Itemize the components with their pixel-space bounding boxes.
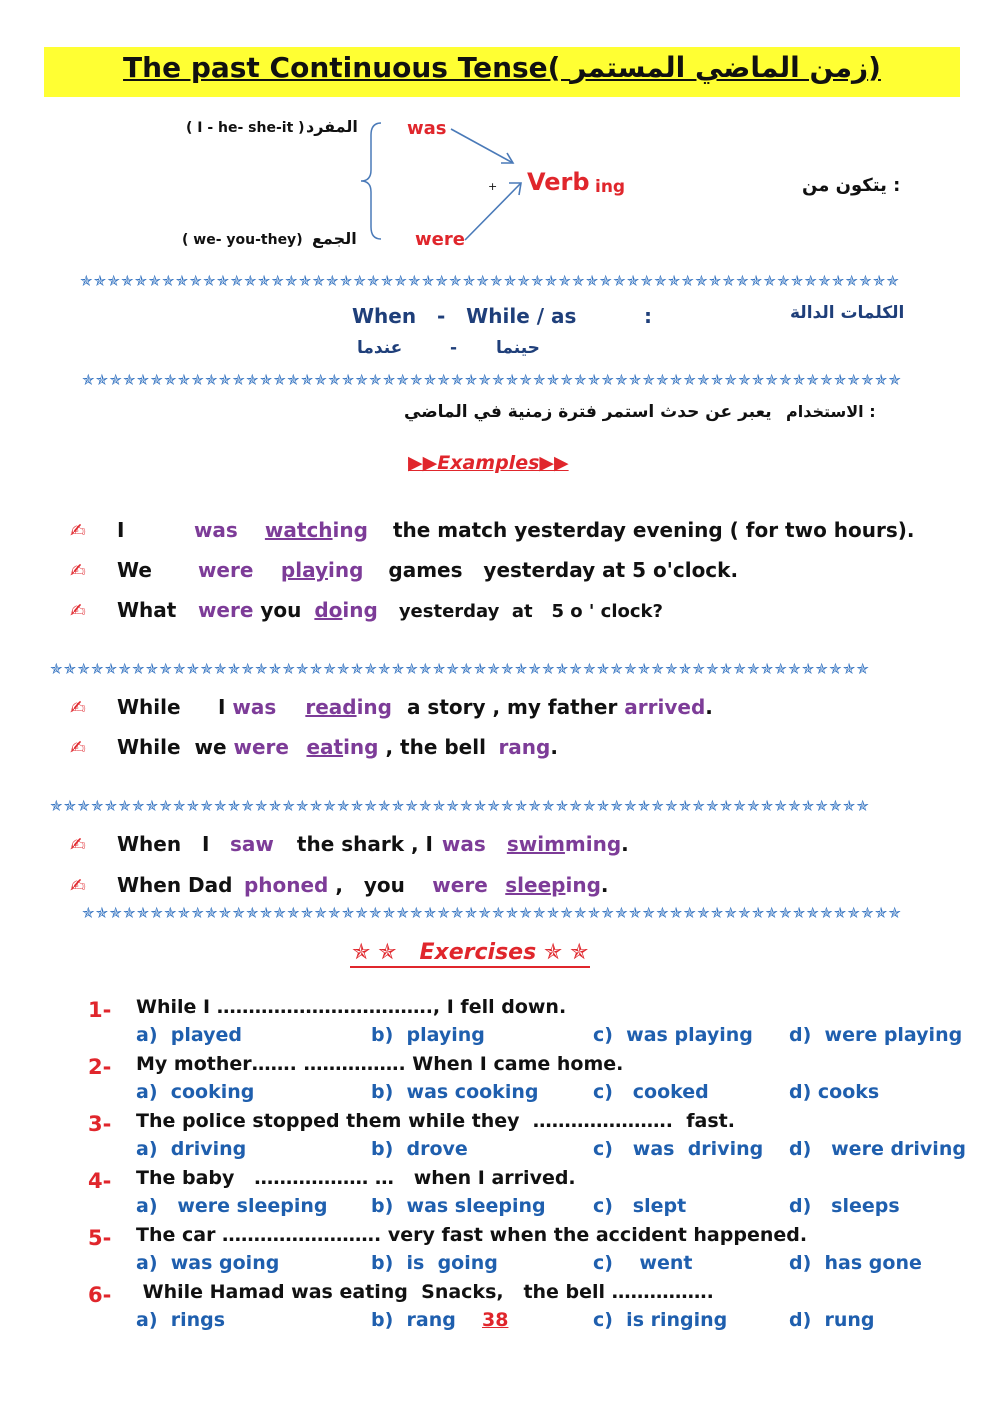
usage-label: الاستخدام : (786, 402, 876, 421)
question-number: 3- (88, 1112, 112, 1136)
stars-divider: ✯✯✯✯✯✯✯✯✯✯✯✯✯✯✯✯✯✯✯✯✯✯✯✯✯✯✯✯✯✯✯✯✯✯✯✯✯✯✯✯✯✯✯✯✯✯✯✯✯✯✯✯✯✯✯✯✯✯✯✯ (82, 904, 903, 922)
option-c[interactable]: c) slept (593, 1195, 687, 1217)
stars-divider: ✯✯✯✯✯✯✯✯✯✯✯✯✯✯✯✯✯✯✯✯✯✯✯✯✯✯✯✯✯✯✯✯✯✯✯✯✯✯✯✯✯✯✯✯✯✯✯✯✯✯✯✯✯✯✯✯✯✯✯✯ (82, 371, 903, 389)
option-c[interactable]: c) was playing (593, 1024, 753, 1046)
stars-divider: ✯✯✯✯✯✯✯✯✯✯✯✯✯✯✯✯✯✯✯✯✯✯✯✯✯✯✯✯✯✯✯✯✯✯✯✯✯✯✯✯✯✯✯✯✯✯✯✯✯✯✯✯✯✯✯✯✯✯✯✯ (80, 272, 901, 290)
arabic-while: حينما (496, 338, 540, 358)
arrow-from-was (451, 129, 513, 163)
option-c[interactable]: c) was driving (593, 1138, 764, 1160)
plus-sign: + (488, 180, 498, 193)
option-a[interactable]: a) driving (136, 1138, 247, 1160)
usage-text: يعبر عن حدث استمر فترة زمنية في الماضي (404, 402, 772, 422)
option-d[interactable]: d) rung (789, 1309, 875, 1331)
option-b[interactable]: b) rang (371, 1309, 456, 1331)
ing-label: ing (595, 177, 626, 197)
question-number: 2- (88, 1055, 112, 1079)
option-d[interactable]: d) were driving (789, 1138, 966, 1160)
option-a[interactable]: a) played (136, 1024, 242, 1046)
option-b[interactable]: b) is going (371, 1252, 498, 1274)
question-number: 4- (88, 1169, 112, 1193)
option-b[interactable]: b) drove (371, 1138, 468, 1160)
example-4: ✍ While I was reading a story , my father arrived. (70, 695, 713, 719)
option-a[interactable]: a) rings (136, 1309, 226, 1331)
example-2: ✍ We were playing games yesterday at 5 o'clock. (70, 558, 739, 582)
option-c[interactable]: c) went (593, 1252, 693, 1274)
question-text: While I ……………………………., I fell down. (136, 996, 567, 1018)
signal-words-english: When - While / as (352, 304, 577, 328)
question-number: 5- (88, 1226, 112, 1250)
question-text: The car ……………………. very fast when the accident happened. (136, 1224, 808, 1246)
question-text: My mother……. ……………. When I came home. (136, 1053, 624, 1075)
plural-label: الجمع (312, 229, 357, 248)
option-d[interactable]: d) has gone (789, 1252, 922, 1274)
was-label: was (407, 118, 447, 139)
formation-diagram (355, 115, 535, 250)
option-a[interactable]: a) were sleeping (136, 1195, 328, 1217)
page-number: 38 (482, 1309, 509, 1331)
page-title: The past Continuous Tense( زمن الماضي المستمر) (123, 51, 881, 84)
plural-pronouns: ( we- you-they) (182, 232, 303, 248)
example-6: ✍ When I saw the shark , I was swimming. (70, 832, 629, 856)
pen-icon: ✍ (70, 600, 86, 622)
signal-dash: - (450, 338, 458, 358)
option-b[interactable]: b) was sleeping (371, 1195, 546, 1217)
were-label: were (415, 229, 465, 250)
stars-divider: ✯✯✯✯✯✯✯✯✯✯✯✯✯✯✯✯✯✯✯✯✯✯✯✯✯✯✯✯✯✯✯✯✯✯✯✯✯✯✯✯✯✯✯✯✯✯✯✯✯✯✯✯✯✯✯✯✯✯✯✯ (50, 660, 871, 678)
example-5: ✍ While we were eating , the bell rang. (70, 735, 558, 759)
example-7: ✍ When Dad phoned , you were sleeping. (70, 873, 609, 897)
option-d[interactable]: d) cooks (789, 1081, 880, 1103)
option-b[interactable]: b) was cooking (371, 1081, 539, 1103)
arabic-when: عندما (357, 338, 403, 358)
option-a[interactable]: a) cooking (136, 1081, 255, 1103)
singular-pronouns: ( I - he- she-it ) (186, 120, 305, 136)
pen-icon: ✍ (70, 834, 86, 856)
question-text: The baby ……………… … when I arrived. (136, 1167, 576, 1189)
option-c[interactable]: c) cooked (593, 1081, 709, 1103)
pen-icon: ✍ (70, 560, 86, 582)
pen-icon: ✍ (70, 737, 86, 759)
question-text: The police stopped them while they …………………. fast. (136, 1110, 735, 1132)
pen-icon: ✍ (70, 875, 86, 897)
consists-of-label: يتكون من : (802, 175, 901, 196)
verb-label: Verb (527, 168, 590, 196)
option-d[interactable]: d) were playing (789, 1024, 963, 1046)
signal-words-label: الكلمات الدالة (790, 303, 905, 323)
question-number: 6- (88, 1283, 112, 1307)
question-number: 1- (88, 998, 112, 1022)
stars-divider: ✯✯✯✯✯✯✯✯✯✯✯✯✯✯✯✯✯✯✯✯✯✯✯✯✯✯✯✯✯✯✯✯✯✯✯✯✯✯✯✯✯✯✯✯✯✯✯✯✯✯✯✯✯✯✯✯✯✯✯✯ (50, 797, 871, 815)
option-c[interactable]: c) is ringing (593, 1309, 728, 1331)
option-a[interactable]: a) was going (136, 1252, 280, 1274)
exercises-heading: ✯ ✯ Exercises ✯ ✯ (350, 940, 590, 968)
option-d[interactable]: d) sleeps (789, 1195, 900, 1217)
title-bar (44, 47, 960, 97)
brace (361, 123, 381, 239)
signal-words-colon: : (644, 304, 652, 328)
pen-icon: ✍ (70, 520, 86, 542)
example-1: ✍ I was watching the match yesterday evening ( for two hours). (70, 518, 915, 542)
question-text: While Hamad was eating Snacks, the bell ……………. (136, 1281, 714, 1303)
option-b[interactable]: b) playing (371, 1024, 485, 1046)
singular-label: المفرد (306, 117, 358, 136)
examples-heading: ▶▶Examples▶▶ (408, 452, 569, 474)
pen-icon: ✍ (70, 697, 86, 719)
example-3: ✍ What were you doing yesterday at 5 o ' clock? (70, 598, 663, 622)
